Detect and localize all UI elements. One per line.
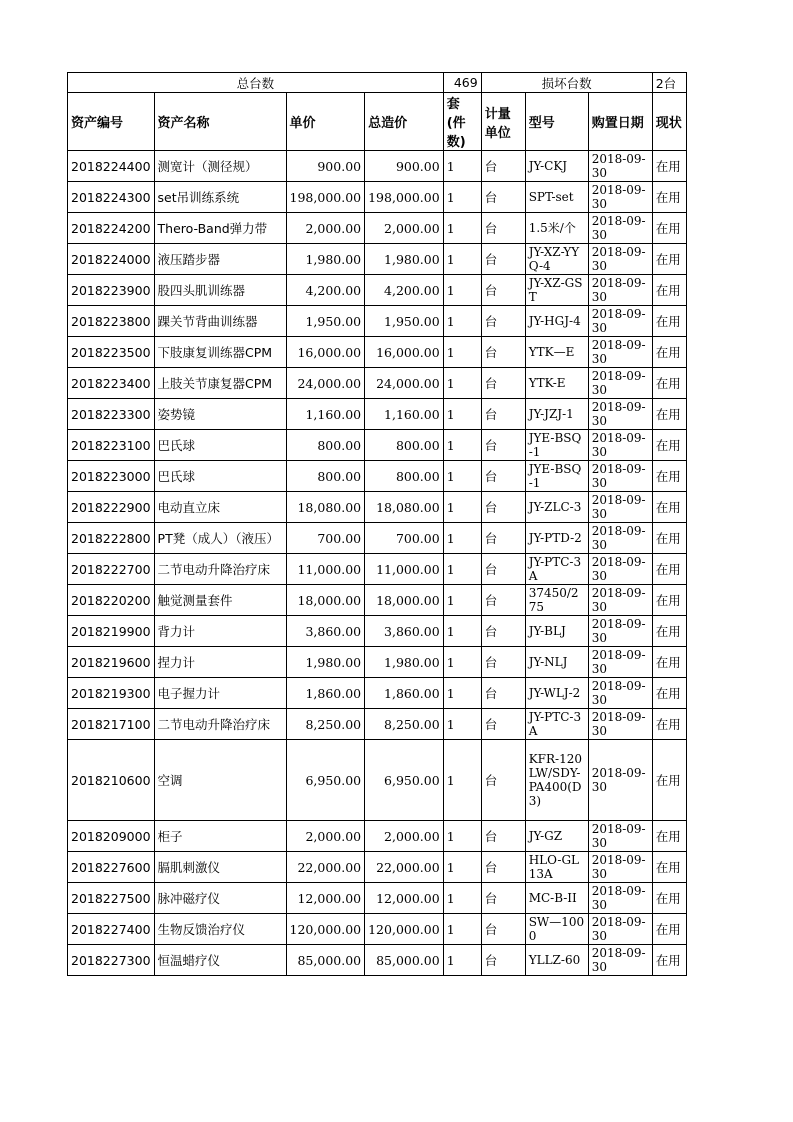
purchase-date-cell: 2018-09-30: [588, 275, 652, 306]
asset-name-cell: 上肢关节康复器CPM: [154, 368, 286, 399]
asset-code-cell: 2018224300: [68, 182, 155, 213]
asset-code-cell: 2018209000: [68, 821, 155, 852]
table-row: [68, 647, 687, 678]
unit-price-cell: 198,000.00: [286, 182, 365, 213]
total-cost-cell: 1,950.00: [365, 306, 444, 337]
unit-price-cell: 2,000.00: [286, 821, 365, 852]
asset-status-cell: 在用: [652, 213, 686, 244]
asset-status-cell: 在用: [652, 585, 686, 616]
quantity-cell: 1: [443, 945, 481, 976]
asset-name-cell: 捏力计: [154, 647, 286, 678]
asset-code-cell: 2018219900: [68, 616, 155, 647]
asset-code-cell: 2018223800: [68, 306, 155, 337]
unit-price-cell: 800.00: [286, 461, 365, 492]
purchase-date-cell: 2018-09-30: [588, 523, 652, 554]
asset-status-cell: 在用: [652, 275, 686, 306]
header-row: [68, 93, 687, 151]
asset-status-cell: 在用: [652, 647, 686, 678]
table-row: [68, 883, 687, 914]
model-number-cell: JYE-BSQ-1: [525, 461, 588, 492]
measure-unit-cell: 台: [481, 182, 525, 213]
table-row: [68, 821, 687, 852]
purchase-date-cell: 2018-09-30: [588, 616, 652, 647]
total-cost-cell: 18,000.00: [365, 585, 444, 616]
quantity-cell: 1: [443, 821, 481, 852]
total-cost-cell: 12,000.00: [365, 883, 444, 914]
quantity-cell: 1: [443, 430, 481, 461]
purchase-date-cell: 2018-09-30: [588, 554, 652, 585]
table-row: [68, 368, 687, 399]
quantity-cell: 1: [443, 275, 481, 306]
asset-name-cell: 下肢康复训练器CPM: [154, 337, 286, 368]
total-cost-cell: 800.00: [365, 430, 444, 461]
damaged-count-value: 2台: [652, 73, 686, 93]
asset-status-cell: 在用: [652, 492, 686, 523]
total-cost-cell: 22,000.00: [365, 852, 444, 883]
unit-price-cell: 1,160.00: [286, 399, 365, 430]
asset-code-cell: 2018223400: [68, 368, 155, 399]
total-cost-cell: 120,000.00: [365, 914, 444, 945]
measure-unit-cell: 台: [481, 368, 525, 399]
unit-price-cell: 22,000.00: [286, 852, 365, 883]
model-number-cell: JY-ZLC-3: [525, 492, 588, 523]
asset-status-cell: 在用: [652, 914, 686, 945]
measure-unit-cell: 台: [481, 616, 525, 647]
table-row: [68, 678, 687, 709]
model-number-cell: YTK—E: [525, 337, 588, 368]
asset-name-cell: set吊训练系统: [154, 182, 286, 213]
measure-unit-cell: 台: [481, 709, 525, 740]
purchase-date-cell: 2018-09-30: [588, 244, 652, 275]
unit-price-cell: 18,080.00: [286, 492, 365, 523]
asset-code-cell: 2018223500: [68, 337, 155, 368]
measure-unit-cell: 台: [481, 647, 525, 678]
model-number-cell: JY-HGJ-4: [525, 306, 588, 337]
model-number-cell: JY-CKJ: [525, 151, 588, 182]
header-unit: 计量单位: [481, 93, 525, 151]
quantity-cell: 1: [443, 399, 481, 430]
asset-name-cell: 触觉测量套件: [154, 585, 286, 616]
purchase-date-cell: 2018-09-30: [588, 585, 652, 616]
total-cost-cell: 2,000.00: [365, 821, 444, 852]
table-row: [68, 616, 687, 647]
asset-code-cell: 2018219600: [68, 647, 155, 678]
measure-unit-cell: 台: [481, 492, 525, 523]
asset-name-cell: 恒温蜡疗仪: [154, 945, 286, 976]
summary-row: [68, 73, 687, 93]
asset-status-cell: 在用: [652, 399, 686, 430]
quantity-cell: 1: [443, 523, 481, 554]
asset-code-cell: 2018219300: [68, 678, 155, 709]
model-number-cell: JY-JZJ-1: [525, 399, 588, 430]
unit-price-cell: 11,000.00: [286, 554, 365, 585]
asset-status-cell: 在用: [652, 151, 686, 182]
table-row: [68, 945, 687, 976]
asset-code-cell: 2018223300: [68, 399, 155, 430]
quantity-cell: 1: [443, 585, 481, 616]
measure-unit-cell: 台: [481, 306, 525, 337]
header-date: 购置日期: [588, 93, 652, 151]
total-cost-cell: 1,160.00: [365, 399, 444, 430]
asset-code-cell: 2018210600: [68, 740, 155, 821]
header-qty: 套(件数): [443, 93, 481, 151]
asset-name-cell: 二节电动升降治疗床: [154, 554, 286, 585]
asset-code-cell: 2018222700: [68, 554, 155, 585]
asset-status-cell: 在用: [652, 945, 686, 976]
total-count-label: 总台数: [68, 73, 444, 93]
model-number-cell: JY-BLJ: [525, 616, 588, 647]
table-row: [68, 492, 687, 523]
table-row: [68, 740, 687, 821]
unit-price-cell: 120,000.00: [286, 914, 365, 945]
asset-status-cell: 在用: [652, 337, 686, 368]
model-number-cell: 1.5米/个: [525, 213, 588, 244]
table-row: [68, 151, 687, 182]
model-number-cell: JYE-BSQ-1: [525, 430, 588, 461]
asset-name-cell: 电动直立床: [154, 492, 286, 523]
model-number-cell: SPT-set: [525, 182, 588, 213]
model-number-cell: SW—1000: [525, 914, 588, 945]
quantity-cell: 1: [443, 461, 481, 492]
asset-status-cell: 在用: [652, 709, 686, 740]
total-cost-cell: 6,950.00: [365, 740, 444, 821]
asset-status-cell: 在用: [652, 678, 686, 709]
unit-price-cell: 8,250.00: [286, 709, 365, 740]
total-cost-cell: 24,000.00: [365, 368, 444, 399]
quantity-cell: 1: [443, 647, 481, 678]
table-row: [68, 585, 687, 616]
model-number-cell: JY-NLJ: [525, 647, 588, 678]
quantity-cell: 1: [443, 244, 481, 275]
asset-name-cell: 巴氏球: [154, 430, 286, 461]
measure-unit-cell: 台: [481, 821, 525, 852]
damaged-count-label: 损坏台数: [481, 73, 652, 93]
asset-name-cell: 脉冲磁疗仪: [154, 883, 286, 914]
unit-price-cell: 3,860.00: [286, 616, 365, 647]
quantity-cell: 1: [443, 554, 481, 585]
asset-code-cell: 2018227400: [68, 914, 155, 945]
asset-name-cell: Thero-Band弹力带: [154, 213, 286, 244]
unit-price-cell: 18,000.00: [286, 585, 365, 616]
unit-price-cell: 12,000.00: [286, 883, 365, 914]
quantity-cell: 1: [443, 306, 481, 337]
quantity-cell: 1: [443, 337, 481, 368]
asset-name-cell: 空调: [154, 740, 286, 821]
unit-price-cell: 4,200.00: [286, 275, 365, 306]
asset-name-cell: 测宽计（测径规）: [154, 151, 286, 182]
quantity-cell: 1: [443, 368, 481, 399]
total-cost-cell: 4,200.00: [365, 275, 444, 306]
model-number-cell: JY-XZ-GST: [525, 275, 588, 306]
measure-unit-cell: 台: [481, 585, 525, 616]
table-row: [68, 337, 687, 368]
model-number-cell: JY-XZ-YYQ-4: [525, 244, 588, 275]
unit-price-cell: 1,860.00: [286, 678, 365, 709]
quantity-cell: 1: [443, 616, 481, 647]
quantity-cell: 1: [443, 151, 481, 182]
measure-unit-cell: 台: [481, 430, 525, 461]
asset-name-cell: 膈肌刺激仪: [154, 852, 286, 883]
model-number-cell: JY-PTC-3A: [525, 709, 588, 740]
table-row: [68, 461, 687, 492]
asset-code-cell: 2018224000: [68, 244, 155, 275]
purchase-date-cell: 2018-09-30: [588, 151, 652, 182]
asset-name-cell: 柜子: [154, 821, 286, 852]
asset-name-cell: 股四头肌训练器: [154, 275, 286, 306]
purchase-date-cell: 2018-09-30: [588, 461, 652, 492]
asset-code-cell: 2018223900: [68, 275, 155, 306]
measure-unit-cell: 台: [481, 213, 525, 244]
unit-price-cell: 24,000.00: [286, 368, 365, 399]
unit-price-cell: 6,950.00: [286, 740, 365, 821]
model-number-cell: JY-PTC-3A: [525, 554, 588, 585]
purchase-date-cell: 2018-09-30: [588, 740, 652, 821]
total-cost-cell: 3,860.00: [365, 616, 444, 647]
model-number-cell: MC-B-II: [525, 883, 588, 914]
table-row: [68, 430, 687, 461]
measure-unit-cell: 台: [481, 945, 525, 976]
asset-status-cell: 在用: [652, 461, 686, 492]
measure-unit-cell: 台: [481, 399, 525, 430]
header-model: 型号: [525, 93, 588, 151]
asset-status-cell: 在用: [652, 430, 686, 461]
asset-status-cell: 在用: [652, 616, 686, 647]
purchase-date-cell: 2018-09-30: [588, 182, 652, 213]
purchase-date-cell: 2018-09-30: [588, 430, 652, 461]
measure-unit-cell: 台: [481, 337, 525, 368]
asset-status-cell: 在用: [652, 852, 686, 883]
quantity-cell: 1: [443, 678, 481, 709]
unit-price-cell: 1,980.00: [286, 647, 365, 678]
quantity-cell: 1: [443, 213, 481, 244]
measure-unit-cell: 台: [481, 678, 525, 709]
model-number-cell: KFR-120LW/SDY-PA400(D3): [525, 740, 588, 821]
table-row: [68, 554, 687, 585]
purchase-date-cell: 2018-09-30: [588, 306, 652, 337]
asset-table: [67, 72, 687, 976]
measure-unit-cell: 台: [481, 740, 525, 821]
asset-status-cell: 在用: [652, 306, 686, 337]
total-cost-cell: 198,000.00: [365, 182, 444, 213]
model-number-cell: YTK-E: [525, 368, 588, 399]
total-cost-cell: 16,000.00: [365, 337, 444, 368]
header-price: 单价: [286, 93, 365, 151]
table-row: [68, 399, 687, 430]
table-row: [68, 275, 687, 306]
asset-code-cell: 2018223100: [68, 430, 155, 461]
asset-status-cell: 在用: [652, 883, 686, 914]
measure-unit-cell: 台: [481, 852, 525, 883]
measure-unit-cell: 台: [481, 523, 525, 554]
asset-name-cell: PT凳（成人）（液压）: [154, 523, 286, 554]
asset-code-cell: 2018227500: [68, 883, 155, 914]
total-cost-cell: 700.00: [365, 523, 444, 554]
measure-unit-cell: 台: [481, 151, 525, 182]
purchase-date-cell: 2018-09-30: [588, 709, 652, 740]
total-cost-cell: 11,000.00: [365, 554, 444, 585]
asset-status-cell: 在用: [652, 182, 686, 213]
asset-code-cell: 2018222900: [68, 492, 155, 523]
purchase-date-cell: 2018-09-30: [588, 914, 652, 945]
model-number-cell: JY-PTD-2: [525, 523, 588, 554]
asset-name-cell: 液压踏步器: [154, 244, 286, 275]
header-status: 现状: [652, 93, 686, 151]
unit-price-cell: 16,000.00: [286, 337, 365, 368]
purchase-date-cell: 2018-09-30: [588, 678, 652, 709]
asset-status-cell: 在用: [652, 740, 686, 821]
unit-price-cell: 85,000.00: [286, 945, 365, 976]
purchase-date-cell: 2018-09-30: [588, 213, 652, 244]
asset-code-cell: 2018223000: [68, 461, 155, 492]
quantity-cell: 1: [443, 852, 481, 883]
table-row: [68, 182, 687, 213]
measure-unit-cell: 台: [481, 244, 525, 275]
total-count-value: 469: [443, 73, 481, 93]
model-number-cell: JY-WLJ-2: [525, 678, 588, 709]
asset-name-cell: 背力计: [154, 616, 286, 647]
purchase-date-cell: 2018-09-30: [588, 852, 652, 883]
table-row: [68, 914, 687, 945]
total-cost-cell: 800.00: [365, 461, 444, 492]
model-number-cell: 37450/275: [525, 585, 588, 616]
quantity-cell: 1: [443, 492, 481, 523]
table-row: [68, 213, 687, 244]
asset-status-cell: 在用: [652, 368, 686, 399]
asset-code-cell: 2018220200: [68, 585, 155, 616]
total-cost-cell: 900.00: [365, 151, 444, 182]
purchase-date-cell: 2018-09-30: [588, 399, 652, 430]
purchase-date-cell: 2018-09-30: [588, 492, 652, 523]
total-cost-cell: 1,980.00: [365, 244, 444, 275]
header-code: 资产编号: [68, 93, 155, 151]
asset-code-cell: 2018222800: [68, 523, 155, 554]
total-cost-cell: 2,000.00: [365, 213, 444, 244]
asset-code-cell: 2018227600: [68, 852, 155, 883]
asset-name-cell: 巴氏球: [154, 461, 286, 492]
header-name: 资产名称: [154, 93, 286, 151]
table-row: [68, 709, 687, 740]
header-total: 总造价: [365, 93, 444, 151]
quantity-cell: 1: [443, 883, 481, 914]
measure-unit-cell: 台: [481, 275, 525, 306]
asset-code-cell: 2018227300: [68, 945, 155, 976]
purchase-date-cell: 2018-09-30: [588, 368, 652, 399]
asset-status-cell: 在用: [652, 554, 686, 585]
asset-code-cell: 2018224400: [68, 151, 155, 182]
measure-unit-cell: 台: [481, 883, 525, 914]
model-number-cell: YLLZ-60: [525, 945, 588, 976]
asset-name-cell: 生物反馈治疗仪: [154, 914, 286, 945]
asset-name-cell: 姿势镜: [154, 399, 286, 430]
asset-name-cell: 电子握力计: [154, 678, 286, 709]
measure-unit-cell: 台: [481, 554, 525, 585]
asset-status-cell: 在用: [652, 821, 686, 852]
purchase-date-cell: 2018-09-30: [588, 945, 652, 976]
table-row: [68, 852, 687, 883]
purchase-date-cell: 2018-09-30: [588, 337, 652, 368]
total-cost-cell: 8,250.00: [365, 709, 444, 740]
asset-name-cell: 踝关节背曲训练器: [154, 306, 286, 337]
total-cost-cell: 1,860.00: [365, 678, 444, 709]
table-row: [68, 306, 687, 337]
asset-status-cell: 在用: [652, 244, 686, 275]
table-row: [68, 523, 687, 554]
purchase-date-cell: 2018-09-30: [588, 647, 652, 678]
unit-price-cell: 1,950.00: [286, 306, 365, 337]
asset-code-cell: 2018224200: [68, 213, 155, 244]
unit-price-cell: 900.00: [286, 151, 365, 182]
asset-code-cell: 2018217100: [68, 709, 155, 740]
asset-name-cell: 二节电动升降治疗床: [154, 709, 286, 740]
quantity-cell: 1: [443, 709, 481, 740]
unit-price-cell: 1,980.00: [286, 244, 365, 275]
total-cost-cell: 18,080.00: [365, 492, 444, 523]
measure-unit-cell: 台: [481, 914, 525, 945]
quantity-cell: 1: [443, 182, 481, 213]
quantity-cell: 1: [443, 740, 481, 821]
model-number-cell: HLO-GL13A: [525, 852, 588, 883]
asset-status-cell: 在用: [652, 523, 686, 554]
unit-price-cell: 2,000.00: [286, 213, 365, 244]
purchase-date-cell: 2018-09-30: [588, 821, 652, 852]
unit-price-cell: 700.00: [286, 523, 365, 554]
purchase-date-cell: 2018-09-30: [588, 883, 652, 914]
model-number-cell: JY-GZ: [525, 821, 588, 852]
measure-unit-cell: 台: [481, 461, 525, 492]
table-row: [68, 244, 687, 275]
unit-price-cell: 800.00: [286, 430, 365, 461]
total-cost-cell: 85,000.00: [365, 945, 444, 976]
total-cost-cell: 1,980.00: [365, 647, 444, 678]
quantity-cell: 1: [443, 914, 481, 945]
